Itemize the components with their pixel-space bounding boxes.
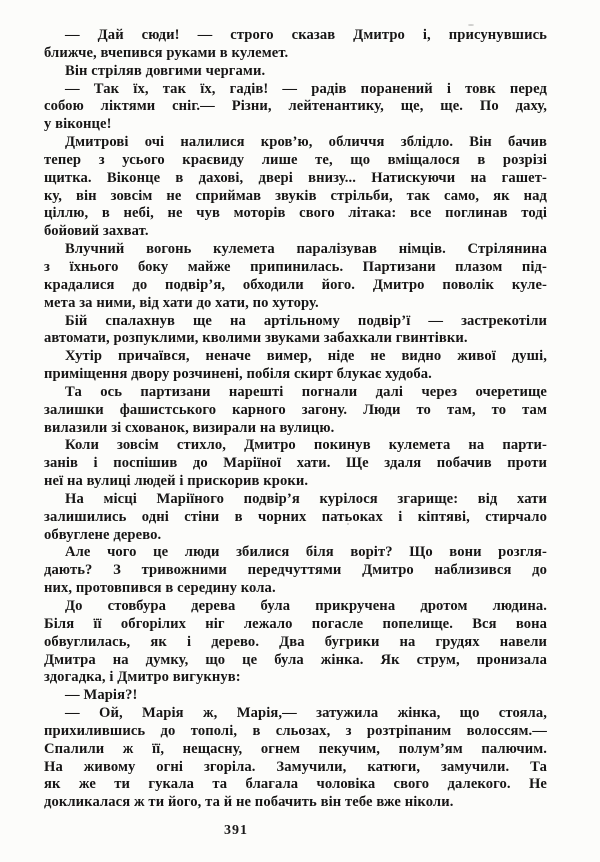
text-line: Біля її обгорілих ніг лежало погасле попелище. Вся вона bbox=[44, 615, 547, 632]
paragraph bbox=[44, 27, 547, 63]
text-line: ціллю, в небі, не чув моторів свого літака: все поглинав тоді bbox=[44, 205, 547, 222]
text-line: Але чого це люди збилися біля воріт? Що вони розгля- bbox=[65, 544, 547, 561]
paragraph bbox=[44, 384, 547, 438]
text-line: докликалася ж ти його, та й не побачить він тебе вже ніколи. bbox=[44, 794, 454, 811]
paragraph bbox=[44, 598, 547, 687]
text-line: як же ти гукала та благала чоловіка свого далекого. Не bbox=[44, 776, 547, 793]
text-line: — Ой, Марія ж, Марія,— затужила жінка, що стояла, bbox=[65, 705, 547, 722]
paragraph bbox=[44, 63, 547, 81]
text-line: залишки фашистського карного загону. Люди то там, то там bbox=[44, 401, 547, 418]
text-line: щитка. Віконце в дахові, двері внизу... Натискуючи на гашет- bbox=[44, 169, 547, 186]
text-line: На місці Маріїного подвір’я курілося згарище: від хати bbox=[65, 490, 547, 507]
text-line: Дмитра на думку, що це була жінка. Як струм, пронизала bbox=[44, 651, 547, 668]
text-line: з їхнього боку майже припинилась. Партизани плазом під- bbox=[44, 258, 547, 275]
text-line: До стовбура дерева була прикручена дротом людина. bbox=[65, 598, 547, 614]
text-line: мета за ними, від хати до хати, по хутору. bbox=[44, 294, 319, 311]
text-line: вилазили зі схованок, визирали на вулицю. bbox=[44, 419, 335, 436]
text-line: Спалили ж її, нещасну, огнем пекучим, полум’ям палючим. bbox=[44, 740, 547, 757]
paragraph bbox=[44, 241, 547, 312]
text-line: у віконце! bbox=[44, 116, 112, 133]
text-line: приміщення двору розчинені, побіля скирт блукає худоба. bbox=[44, 366, 432, 383]
text-line: Дмитрові очі налилися кров’ю, обличчя зблідло. Він бачив bbox=[65, 134, 547, 151]
text-line: прихилившись до тополі, в сльозах, з розтріпаним волоссям.— bbox=[44, 722, 547, 739]
text-line: собою ліктями сніг.— Різни, лейтенантику, ще, ще. По даху, bbox=[44, 98, 547, 115]
text-line: — Марія?! bbox=[65, 687, 138, 704]
text-line: них, протовпився в середину кола. bbox=[44, 580, 276, 597]
text-line: неї на вулиці людей і прискорив кроки. bbox=[44, 473, 309, 490]
text-line: автомати, розпуклими, кволими звуками забахкали гвинтівки. bbox=[44, 330, 468, 347]
paragraph bbox=[44, 348, 547, 384]
text-line: — Так їх, так їх, гадів! — радів поранений і товк перед bbox=[65, 80, 547, 97]
text-line: — Дай сюди! — строго сказав Дмитро і, присунувшись bbox=[65, 27, 547, 43]
text-line: Бій спалахнув ще на артільному подвір’ї — застрекотіли bbox=[65, 312, 547, 329]
paragraph bbox=[44, 81, 547, 135]
page-number: 391 bbox=[224, 823, 248, 838]
text-line: Коли зовсім стихло, Дмитро покинув кулемета на парти- bbox=[65, 437, 547, 454]
paragraph bbox=[44, 705, 547, 812]
text-line: обвуглене дерево. bbox=[44, 526, 162, 543]
paragraph bbox=[44, 437, 547, 491]
text-line: ближче, вчепився руками в кулемет. bbox=[44, 44, 289, 61]
text-line: залишились одні стіни в чорних патьоках і кіптяві, стирчало bbox=[44, 508, 547, 525]
text-line: На живому огні згоріла. Замучили, катюги, замучили. Та bbox=[44, 758, 547, 775]
text-line: занів і поспішив до Маріїної хати. Ще здаля побачив проти bbox=[44, 455, 547, 472]
paragraph bbox=[44, 491, 547, 545]
text-line: Влучний вогонь кулемета паралізував німців. Стрілянина bbox=[65, 241, 547, 258]
paragraph bbox=[44, 134, 547, 241]
text-line: здогадка, і Дмитро вигукнув: bbox=[44, 669, 241, 686]
paragraph bbox=[44, 687, 547, 705]
text-line: ку, він зовсім не сприймав звуків стрільби, так само, як над bbox=[44, 187, 547, 204]
scan-speck bbox=[468, 24, 474, 26]
text-line: Хутір причаївся, неначе вимер, ніде не видно живої душі, bbox=[65, 348, 547, 365]
paragraph bbox=[44, 313, 547, 349]
page-text bbox=[44, 27, 547, 812]
text-line: крадалися до подвір’я, обходили його. Дмитро поволік куле- bbox=[44, 276, 547, 293]
text-line: Він стріляв довгими чергами. bbox=[65, 62, 266, 79]
text-line: Та ось партизани нарешті погнали далі через очеретище bbox=[65, 383, 547, 400]
text-line: тепер з усього краєвиду лише те, що вміщалося в розрізі bbox=[44, 151, 547, 168]
paragraph bbox=[44, 544, 547, 598]
text-line: обвуглилась, як і дерево. Два бугрики на грудях навели bbox=[44, 633, 547, 650]
text-line: дають? З тривожними передчуттями Дмитро наблизився до bbox=[44, 562, 547, 579]
text-line: бойовий захват. bbox=[44, 223, 149, 240]
